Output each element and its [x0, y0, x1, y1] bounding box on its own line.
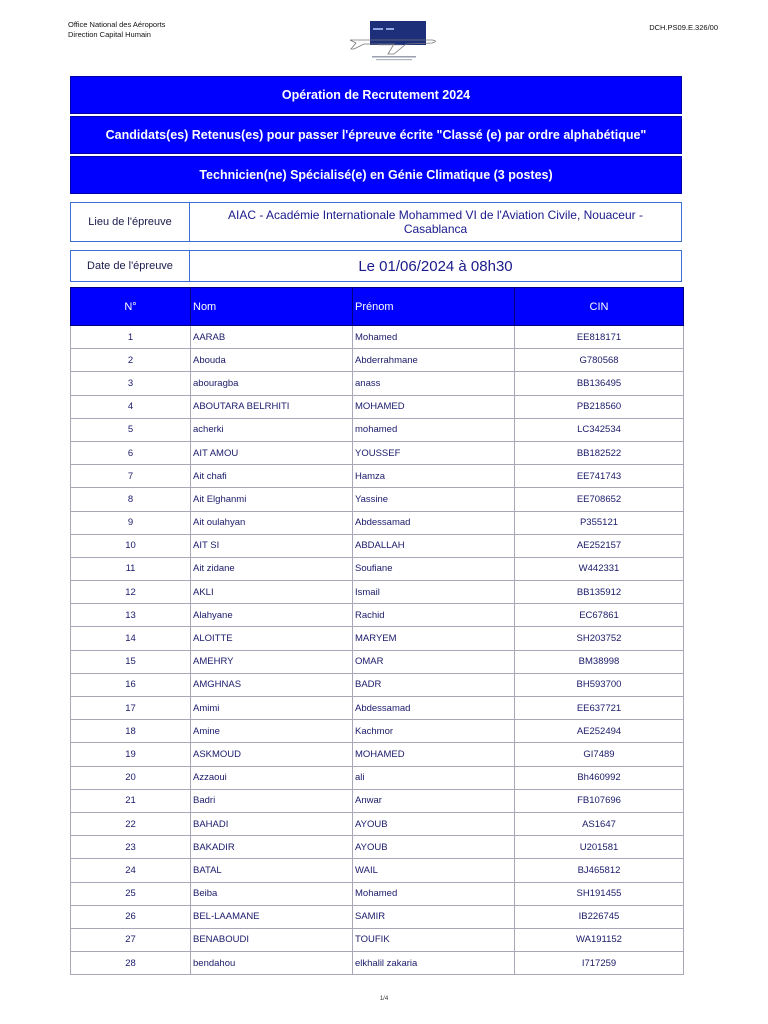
document-reference: DCH.PS09.E.326/00 — [649, 23, 718, 32]
cell-nom: BAHADI — [191, 812, 353, 835]
cell-number: 8 — [71, 488, 191, 511]
cell-cin: AE252494 — [515, 720, 684, 743]
cell-prenom: ali — [353, 766, 515, 789]
cell-cin: G780568 — [515, 349, 684, 372]
column-header-nom: Nom — [191, 288, 353, 326]
cell-prenom: OMAR — [353, 650, 515, 673]
cell-prenom: MARYEM — [353, 627, 515, 650]
column-header-cin: CIN — [515, 288, 684, 326]
column-header-number: N° — [71, 288, 191, 326]
cell-number: 4 — [71, 395, 191, 418]
cell-number: 18 — [71, 720, 191, 743]
cell-nom: Beiba — [191, 882, 353, 905]
cell-cin: BB135912 — [515, 581, 684, 604]
table-row — [71, 349, 684, 372]
cell-number: 17 — [71, 697, 191, 720]
table-row — [71, 812, 684, 835]
cell-number: 24 — [71, 859, 191, 882]
cell-prenom: Anwar — [353, 789, 515, 812]
cell-number: 5 — [71, 418, 191, 441]
candidates-table — [70, 287, 684, 975]
cell-nom: Badri — [191, 789, 353, 812]
cell-prenom: Rachid — [353, 604, 515, 627]
table-row — [71, 511, 684, 534]
cell-nom: ABOUTARA BELRHITI — [191, 395, 353, 418]
cell-prenom: Mohamed — [353, 326, 515, 349]
cell-nom: acherki — [191, 418, 353, 441]
cell-nom: Amine — [191, 720, 353, 743]
cell-nom: AKLI — [191, 581, 353, 604]
cell-nom: Amimi — [191, 697, 353, 720]
table-row — [71, 766, 684, 789]
cell-prenom: TOUFIK — [353, 928, 515, 951]
table-row — [71, 372, 684, 395]
cell-number: 9 — [71, 511, 191, 534]
cell-number: 27 — [71, 928, 191, 951]
table-row — [71, 905, 684, 928]
cell-nom: Ait chafi — [191, 465, 353, 488]
cell-prenom: Ismail — [353, 581, 515, 604]
table-row — [71, 395, 684, 418]
cell-number: 16 — [71, 673, 191, 696]
cell-number: 25 — [71, 882, 191, 905]
cell-number: 22 — [71, 812, 191, 835]
cell-cin: BJ465812 — [515, 859, 684, 882]
table-row — [71, 789, 684, 812]
cell-cin: EE708652 — [515, 488, 684, 511]
cell-number: 2 — [71, 349, 191, 372]
cell-nom: Ait Elghanmi — [191, 488, 353, 511]
cell-prenom: anass — [353, 372, 515, 395]
cell-number: 3 — [71, 372, 191, 395]
cell-prenom: Yassine — [353, 488, 515, 511]
operation-title: Opération de Recrutement 2024 — [70, 76, 682, 114]
exam-date-label: Date de l'épreuve — [71, 251, 190, 281]
cell-cin: Bh460992 — [515, 766, 684, 789]
cell-nom: BEL-LAAMANE — [191, 905, 353, 928]
cell-number: 21 — [71, 789, 191, 812]
table-row — [71, 326, 684, 349]
cell-cin: EE637721 — [515, 697, 684, 720]
cell-prenom: Abdessamad — [353, 511, 515, 534]
cell-cin: BH593700 — [515, 673, 684, 696]
cell-number: 28 — [71, 952, 191, 975]
onda-logo — [348, 18, 440, 64]
cell-nom: abouragba — [191, 372, 353, 395]
cell-cin: SH191455 — [515, 882, 684, 905]
cell-cin: IB226745 — [515, 905, 684, 928]
table-row — [71, 720, 684, 743]
table-row — [71, 581, 684, 604]
cell-cin: EC67861 — [515, 604, 684, 627]
organization-header — [68, 20, 165, 40]
exam-date-value: Le 01/06/2024 à 08h30 — [358, 257, 513, 275]
cell-nom: BATAL — [191, 859, 353, 882]
table-row — [71, 534, 684, 557]
cell-cin: P355121 — [515, 511, 684, 534]
page-number: 1/4 — [379, 996, 389, 1002]
cell-cin: BM38998 — [515, 650, 684, 673]
table-row — [71, 488, 684, 511]
cell-number: 13 — [71, 604, 191, 627]
cell-cin: U201581 — [515, 836, 684, 859]
table-row — [71, 743, 684, 766]
cell-nom: BAKADIR — [191, 836, 353, 859]
table-row — [71, 697, 684, 720]
cell-prenom: ABDALLAH — [353, 534, 515, 557]
cell-number: 6 — [71, 441, 191, 464]
candidates-title: Candidats(es) Retenus(es) pour passer l'épreuve écrite "Classé (e) par ordre alphabétique" — [70, 116, 682, 154]
cell-number: 20 — [71, 766, 191, 789]
cell-number: 11 — [71, 557, 191, 580]
cell-prenom: elkhalil zakaria — [353, 952, 515, 975]
cell-cin: WA191152 — [515, 928, 684, 951]
cell-number: 10 — [71, 534, 191, 557]
cell-cin: W442331 — [515, 557, 684, 580]
cell-cin: EE818171 — [515, 326, 684, 349]
table-row — [71, 465, 684, 488]
table-header-row — [71, 288, 684, 326]
cell-prenom: SAMIR — [353, 905, 515, 928]
cell-prenom: YOUSSEF — [353, 441, 515, 464]
cell-number: 1 — [71, 326, 191, 349]
cell-prenom: Soufiane — [353, 557, 515, 580]
exam-place-row — [70, 202, 682, 242]
cell-prenom: AYOUB — [353, 836, 515, 859]
cell-nom: AIT SI — [191, 534, 353, 557]
cell-prenom: Abdessamad — [353, 697, 515, 720]
cell-prenom: WAIL — [353, 859, 515, 882]
cell-nom: Abouda — [191, 349, 353, 372]
cell-number: 26 — [71, 905, 191, 928]
table-row — [71, 836, 684, 859]
cell-number: 19 — [71, 743, 191, 766]
cell-nom: AMEHRY — [191, 650, 353, 673]
cell-nom: AIT AMOU — [191, 441, 353, 464]
cell-nom: Alahyane — [191, 604, 353, 627]
exam-place-label: Lieu de l'épreuve — [71, 203, 190, 241]
cell-number: 15 — [71, 650, 191, 673]
cell-prenom: Mohamed — [353, 882, 515, 905]
position-title: Technicien(ne) Spécialisé(e) en Génie Climatique (3 postes) — [70, 156, 682, 194]
cell-number: 12 — [71, 581, 191, 604]
cell-nom: ALOITTE — [191, 627, 353, 650]
cell-nom: bendahou — [191, 952, 353, 975]
exam-place-value: AIAC - Académie Internationale Mohammed VI de l'Aviation Civile, Nouaceur - Casablanca — [228, 208, 643, 236]
cell-cin: EE741743 — [515, 465, 684, 488]
cell-nom: ASKMOUD — [191, 743, 353, 766]
cell-nom: BENABOUDI — [191, 928, 353, 951]
cell-cin: BB136495 — [515, 372, 684, 395]
cell-prenom: MOHAMED — [353, 743, 515, 766]
column-header-prenom: Prénom — [353, 288, 515, 326]
cell-cin: LC342534 — [515, 418, 684, 441]
cell-prenom: mohamed — [353, 418, 515, 441]
table-row — [71, 882, 684, 905]
table-row — [71, 650, 684, 673]
cell-prenom: Hamza — [353, 465, 515, 488]
table-row — [71, 928, 684, 951]
cell-number: 7 — [71, 465, 191, 488]
cell-nom: AMGHNAS — [191, 673, 353, 696]
exam-date-row — [70, 250, 682, 282]
cell-cin: GI7489 — [515, 743, 684, 766]
cell-number: 14 — [71, 627, 191, 650]
table-row — [71, 673, 684, 696]
cell-cin: AE252157 — [515, 534, 684, 557]
cell-nom: AARAB — [191, 326, 353, 349]
cell-cin: BB182522 — [515, 441, 684, 464]
cell-nom: Ait oulahyan — [191, 511, 353, 534]
department-name: Direction Capital Humain — [68, 30, 151, 39]
cell-cin: SH203752 — [515, 627, 684, 650]
table-row — [71, 859, 684, 882]
cell-cin: FB107696 — [515, 789, 684, 812]
table-row — [71, 952, 684, 975]
table-row — [71, 441, 684, 464]
cell-number: 23 — [71, 836, 191, 859]
table-row — [71, 418, 684, 441]
table-row — [71, 627, 684, 650]
cell-cin: AS1647 — [515, 812, 684, 835]
cell-nom: Azzaoui — [191, 766, 353, 789]
cell-cin: PB218560 — [515, 395, 684, 418]
cell-nom: Ait zidane — [191, 557, 353, 580]
cell-prenom: AYOUB — [353, 812, 515, 835]
cell-prenom: BADR — [353, 673, 515, 696]
table-row — [71, 557, 684, 580]
cell-prenom: Kachmor — [353, 720, 515, 743]
cell-cin: I717259 — [515, 952, 684, 975]
organization-name: Office National des Aéroports — [68, 20, 166, 29]
table-row — [71, 604, 684, 627]
cell-prenom: MOHAMED — [353, 395, 515, 418]
cell-prenom: Abderrahmane — [353, 349, 515, 372]
